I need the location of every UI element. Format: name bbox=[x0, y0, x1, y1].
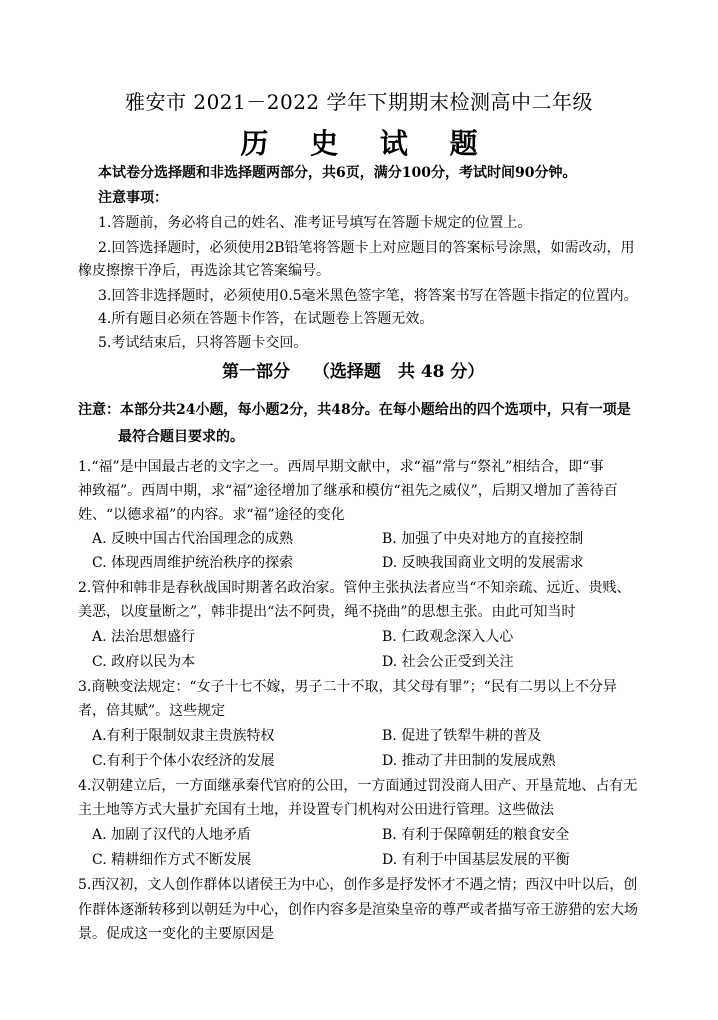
question-4-option-c: C. 精耕细作方式不断发展 bbox=[92, 852, 252, 868]
question-4-option-b: B. 有利于保障朝廷的粮食安全 bbox=[382, 827, 570, 843]
notice-item: 2.回答选择题时，必须使用2B铅笔将答题卡上对应题目的答案标号涂黑，如需改动，用 bbox=[98, 240, 635, 256]
question-4-option-a: A. 加剧了汉代的人地矛盾 bbox=[92, 827, 252, 843]
question-2-option-c: C. 政府以民为本 bbox=[92, 654, 196, 670]
question-1-stem: 1.“福”是中国最古老的文字之一。西周早期文献中，求“福”常与“祭礼”相结合，即“事 bbox=[78, 459, 604, 475]
question-2-stem: 2.管仲和韩非是春秋战国时期著名政治家。管仲主张执法者应当“不知亲疏、远近、贵贱、 bbox=[78, 580, 631, 596]
notice-item-continued: 橡皮擦擦干净后，再选涂其它答案编号。 bbox=[78, 263, 330, 279]
question-5-stem: 作群体逐渐转移到以朝廷为中心，创作内容多是渲染皇帝的尊严或者描写帝王游猎的宏大场 bbox=[78, 902, 638, 918]
question-3-option-a: A.有利于限制奴隶主贵族特权 bbox=[92, 728, 275, 744]
section-note-continued: 最符合题目要求的。 bbox=[118, 429, 244, 445]
question-5-stem: 景。促成这一变化的主要原因是 bbox=[78, 926, 274, 942]
exam-title: 雅安市 2021－2022 学年下期期末检测高中二年级 bbox=[124, 90, 593, 114]
question-1-stem: 姓、“以德求福”的内容。求“福”途径的变化 bbox=[78, 507, 345, 523]
question-1-option-d: D. 反映我国商业文明的发展需求 bbox=[382, 555, 584, 571]
question-3-stem: 3.商鞅变法规定：“女子十七不嫁，男子二十不取，其父母有罪”；“民有二男以上不分异 bbox=[78, 679, 617, 695]
notice-heading: 注意事项： bbox=[98, 190, 168, 206]
question-3-option-d: D. 推动了井田制的发展成熟 bbox=[382, 753, 556, 769]
question-2-option-b: B. 仁政观念深入人心 bbox=[382, 629, 514, 645]
section-title: 第一部分 （选择题 共 48 分） bbox=[222, 362, 485, 382]
question-4-stem: 主土地等方式大量扩充国有土地，并设置专门机构对公田进行管理。这些做法 bbox=[78, 802, 554, 818]
question-1-option-c: C. 体现西周维护统治秩序的探索 bbox=[92, 555, 294, 571]
question-3-stem: 者，倍其赋”。这些规定 bbox=[78, 703, 226, 719]
question-3-option-b: B. 促进了铁犁牛耕的普及 bbox=[382, 728, 542, 744]
question-2-option-a: A. 法治思想盛行 bbox=[92, 629, 196, 645]
section-note: 注意：本部分共24小题，每小题2分，共48分。在每小题给出的四个选项中，只有一项是 bbox=[78, 402, 631, 418]
question-4-stem: 4.汉朝建立后，一方面继承秦代官府的公田，一方面通过罚没商人田产、开垦荒地、占有无 bbox=[78, 778, 638, 794]
notice-item: 3.回答非选择题时，必须使用0.5毫米黑色签字笔，将答案书写在答题卡指定的位置内。 bbox=[98, 288, 638, 304]
question-5-stem: 5.西汉初，文人创作群体以诸侯王为中心，创作多是抒发怀才不遇之情；西汉中叶以后，创 bbox=[78, 877, 638, 893]
question-2-stem: 美恶，以度量断之”，韩非提出“法不阿贵，绳不挠曲”的思想主张。由此可知当时 bbox=[78, 604, 576, 620]
question-1-stem: 神致福”。西周中期，求“福”途径增加了继承和模仿“祖先之威仪”，后期又增加了善待百 bbox=[78, 483, 618, 499]
intro-text: 本试卷分选择题和非选择题两部分，共6页，满分100分，考试时间90分钟。 bbox=[98, 165, 577, 181]
question-1-option-b: B. 加强了中央对地方的直接控制 bbox=[382, 531, 584, 547]
question-2-option-d: D. 社会公正受到关注 bbox=[382, 654, 514, 670]
question-4-option-d: D. 有利于中国基层发展的平衡 bbox=[382, 852, 570, 868]
notice-item: 5.考试结束后，只将答题卡交回。 bbox=[98, 335, 308, 351]
notice-item: 1.答题前，务必将自己的姓名、准考证号填写在答题卡规定的位置上。 bbox=[98, 215, 532, 231]
subject-title: 历 史 试 题 bbox=[240, 127, 494, 160]
question-3-option-c: C.有利于个体小农经济的发展 bbox=[92, 753, 275, 769]
question-1-option-a: A. 反映中国古代治国理念的成熟 bbox=[92, 531, 294, 547]
notice-item: 4.所有题目必须在答题卡作答，在试题卷上答题无效。 bbox=[98, 311, 434, 327]
